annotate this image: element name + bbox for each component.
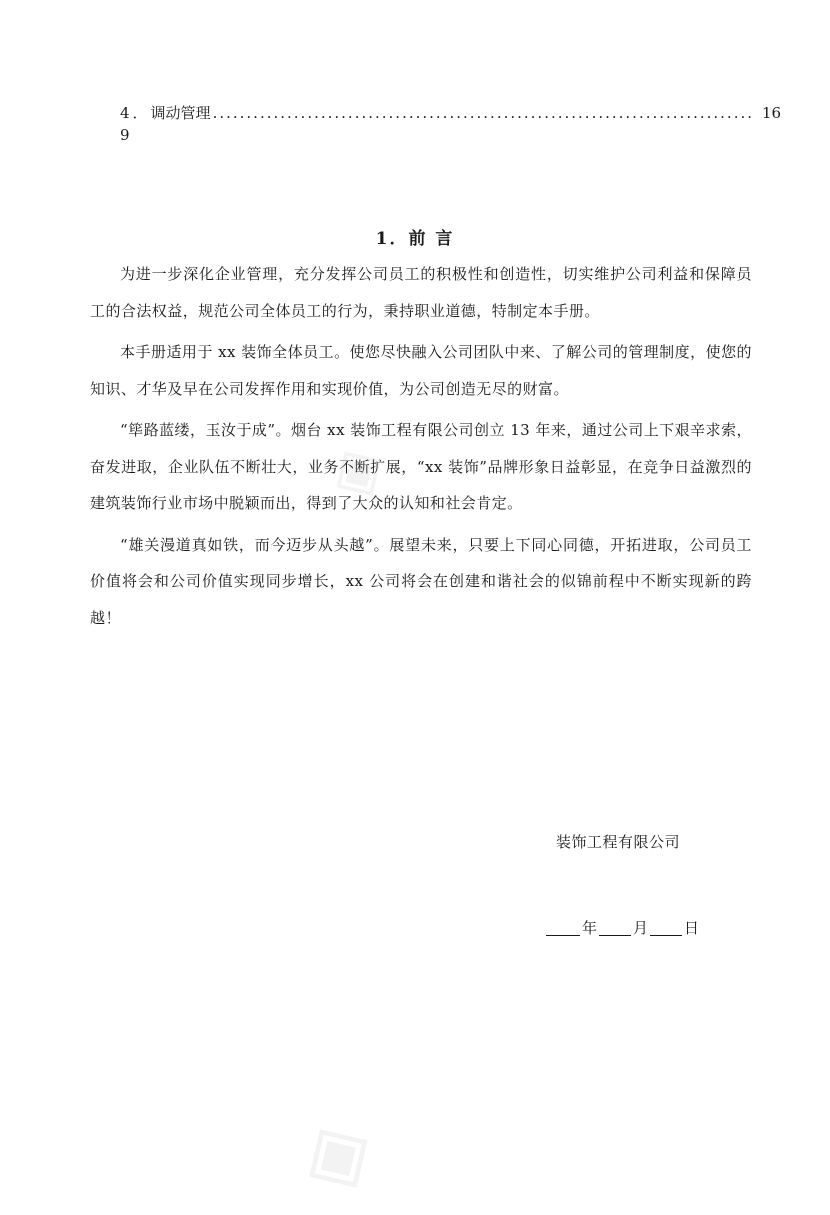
year-label: 年 <box>582 919 598 937</box>
watermark: ◈ <box>277 1089 392 1215</box>
month-blank <box>599 934 631 936</box>
toc-entry-number: 4．9 <box>120 104 151 144</box>
year-blank <box>546 934 580 936</box>
toc-entry-title: 调动管理 <box>150 104 211 122</box>
preface-paragraph-3: “筚路蓝缕，玉汝于成”。烟台 xx 装饰工程有限公司创立 13 年来，通过公司上下艰辛求索，奋发进取，企业队伍不断壮大，业务不断扩展，“xx 装饰”品牌形象日益彰显，在竞争日益激烈的建筑装饰行业市场中脱颖而出，得到了大众的认知和社会肯定。 <box>90 421 752 512</box>
preface-paragraph-2: 本手册适用于 xx 装饰全体员工。使您尽快融入公司团队中来、了解公司的管理制度，使您的知识、才华及早在公司发挥作用和实现价值，为公司创造无尽的财富。 <box>90 343 752 398</box>
section-title: 1．前 言 <box>375 229 455 249</box>
toc-entry <box>120 102 782 146</box>
preface-body <box>90 256 752 636</box>
preface-paragraph-1: 为进一步深化企业管理，充分发挥公司员工的积极性和创造性，切实维护公司利益和保障员工的合法权益，规范公司全体员工的行为，秉持职业道德，特制定本手册。 <box>90 265 752 320</box>
watermark: ◈ <box>313 422 400 517</box>
signature-company: 装饰工程有限公司 <box>556 833 681 851</box>
day-blank <box>650 934 682 936</box>
toc-dot-leader: ................................................................................ <box>212 104 755 122</box>
month-label: 月 <box>633 919 649 937</box>
day-label: 日 <box>684 919 700 937</box>
signature-date <box>546 916 701 940</box>
toc-entry-page: 16 <box>762 104 782 122</box>
preface-paragraph-4: “雄关漫道真如铁，而今迈步从头越”。展望未来，只要上下同心同德，开拓进取，公司员工价值将会和公司价值实现同步增长，xx 公司将会在创建和谐社会的似锦前程中不断实现新的跨越！ <box>90 535 752 627</box>
